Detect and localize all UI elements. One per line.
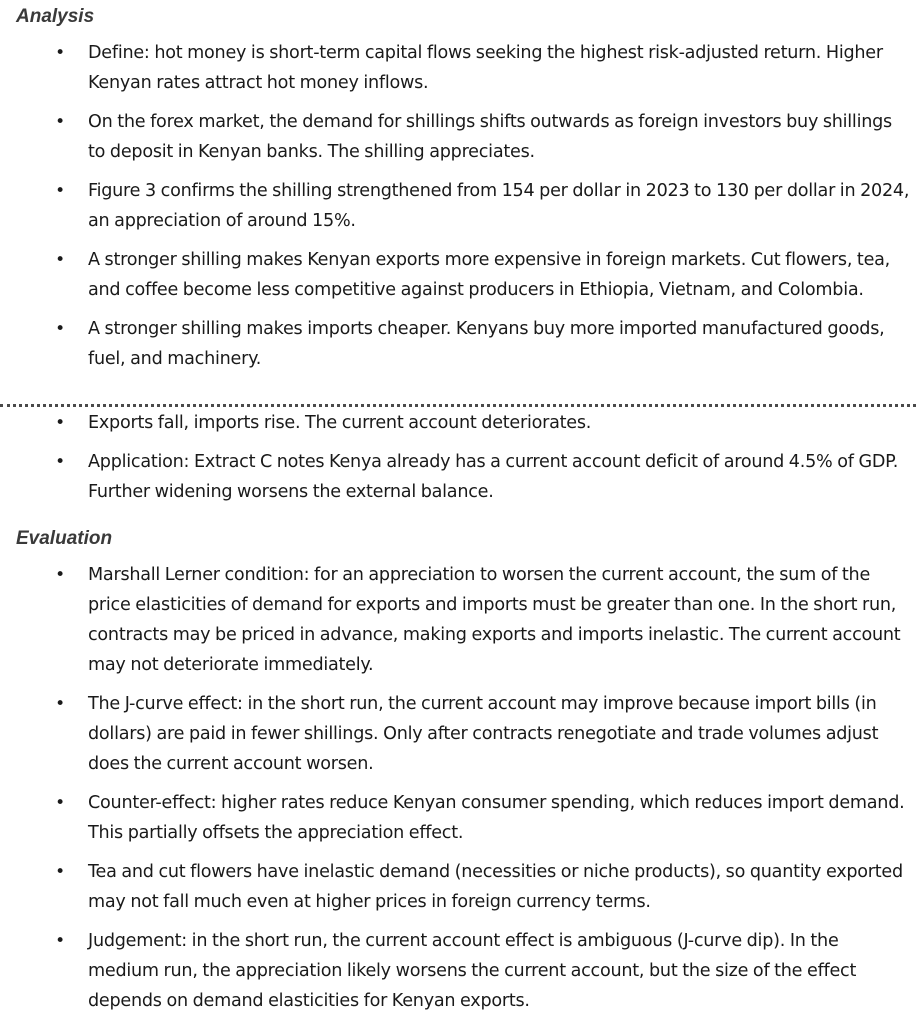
analysis-item-text: Exports fall, imports rise. The current account deteriorates.	[88, 413, 592, 433]
bullet-icon: •	[55, 181, 65, 201]
evaluation-item-text: Counter-effect: higher rates reduce Kenyan consumer spending, which reduces import demand. This partially offsets the appreciation effect.	[88, 793, 905, 843]
analysis-item	[0, 447, 916, 507]
analysis-item-text: A stronger shilling makes imports cheaper. Kenyans buy more imported manufactured goods, fuel, and machinery.	[88, 319, 885, 369]
bullet-icon: •	[55, 250, 65, 270]
analysis-list	[0, 38, 916, 383]
bullet-icon: •	[55, 413, 65, 433]
analysis-item-text: Application: Extract C notes Kenya already has a current account deficit of around 4.5% of GDP. Further widening worsens the external balance.	[88, 452, 899, 502]
analysis-item	[0, 408, 916, 438]
analysis-item-text: On the forex market, the demand for shillings shifts outwards as foreign investors buy shillings to deposit in Kenyan banks. The shilling appreciates.	[88, 112, 892, 162]
analysis-item-text: A stronger shilling makes Kenyan exports more expensive in foreign markets. Cut flowers, tea, and coffee become less competitive against producers in Ethiopia, Vietnam, and Colombia.	[88, 250, 891, 300]
bullet-icon: •	[55, 931, 65, 951]
bullet-icon: •	[55, 112, 65, 132]
evaluation-item	[0, 788, 916, 848]
evaluation-item	[0, 560, 916, 680]
analysis-item	[0, 38, 916, 98]
analysis-heading: Analysis	[16, 6, 95, 27]
evaluation-item	[0, 926, 916, 1016]
bullet-icon: •	[55, 319, 65, 339]
page-break-divider	[0, 404, 916, 407]
evaluation-item-text: Judgement: in the short run, the current account effect is ambiguous (J-curve dip). In the medium run, the appreciation likely worsens the current account, but the size of the effect depends on demand elasticities for Kenyan exports.	[88, 931, 857, 1011]
analysis-item	[0, 176, 916, 236]
analysis-item	[0, 245, 916, 305]
evaluation-item-text: The J-curve effect: in the short run, the current account may improve because import bills (in dollars) are paid in fewer shillings. Only after contracts renegotiate and trade volumes adjust does the current account worsen.	[88, 694, 879, 774]
bullet-icon: •	[55, 694, 65, 714]
evaluation-item-text: Marshall Lerner condition: for an appreciation to worsen the current account, the sum of the price elasticities of demand for exports and imports must be greater than one. In the short run, contracts may be priced in advance, making exports and imports inelastic. The current account may not deteriorate immediately.	[88, 565, 901, 675]
bullet-icon: •	[55, 452, 65, 472]
analysis-item-text: Define: hot money is short-term capital flows seeking the highest risk-adjusted return. Higher Kenyan rates attract hot money inflows.	[88, 43, 883, 93]
bullet-icon: •	[55, 565, 65, 585]
analysis-item-text: Figure 3 confirms the shilling strengthened from 154 per dollar in 2023 to 130 per dollar in 2024, an appreciation of around 15%.	[88, 181, 910, 231]
bullet-icon: •	[55, 43, 65, 63]
evaluation-item	[0, 857, 916, 917]
analysis-item	[0, 107, 916, 167]
evaluation-item-text: Tea and cut flowers have inelastic demand (necessities or niche products), so quantity exported may not fall much even at higher prices in foreign currency terms.	[88, 862, 903, 912]
evaluation-list	[0, 560, 916, 1025]
evaluation-item	[0, 689, 916, 779]
evaluation-heading: Evaluation	[16, 528, 113, 549]
bullet-icon: •	[55, 793, 65, 813]
analysis-item	[0, 314, 916, 374]
bullet-icon: •	[55, 862, 65, 882]
analysis-list-continued	[0, 408, 916, 516]
